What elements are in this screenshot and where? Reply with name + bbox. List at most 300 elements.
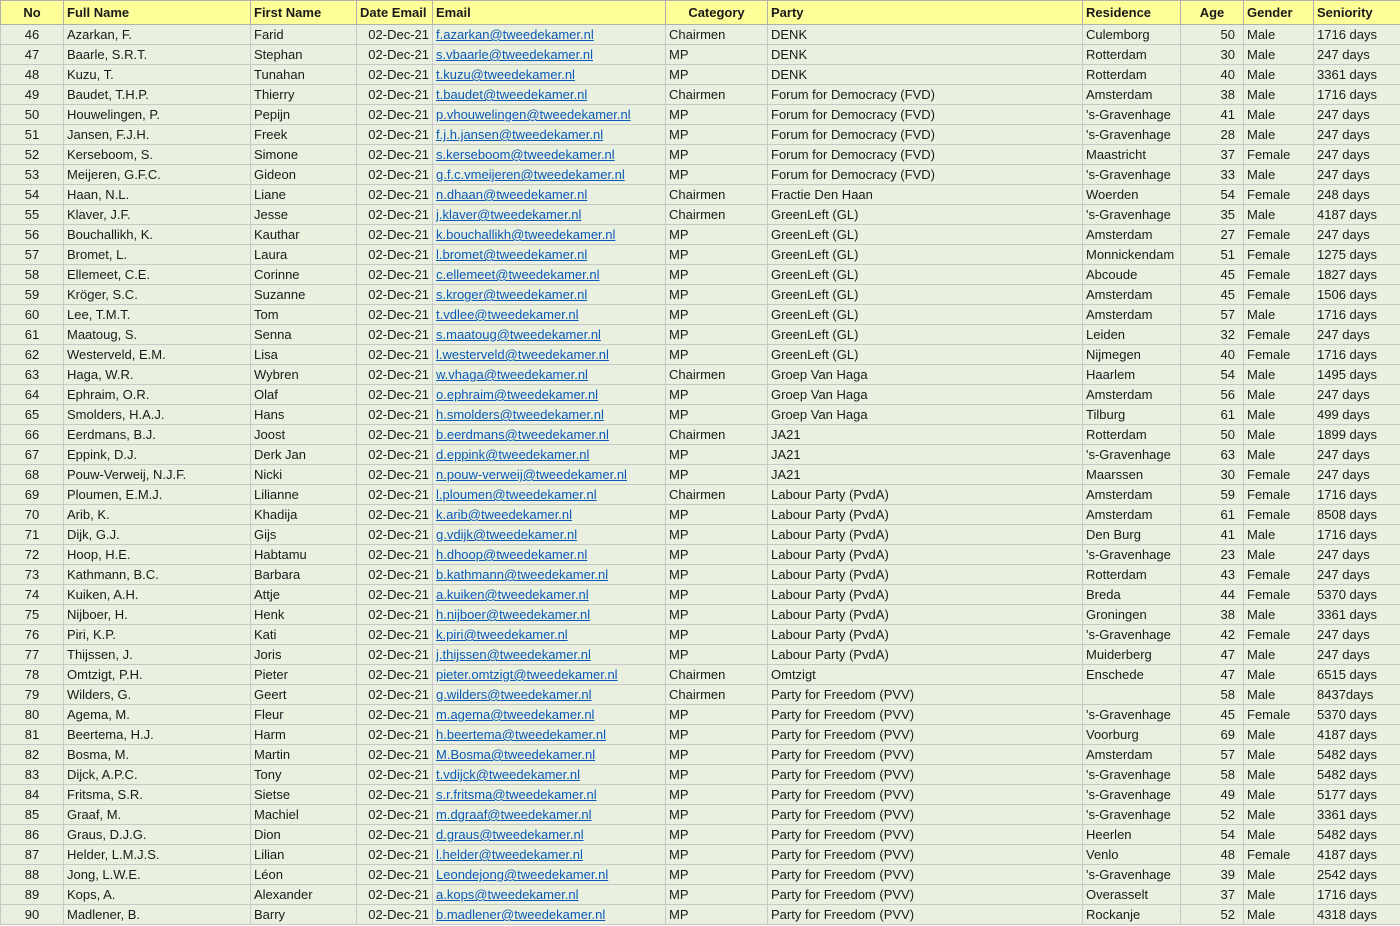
cell-residence[interactable]: Amsterdam bbox=[1083, 745, 1181, 765]
cell-age[interactable]: 56 bbox=[1181, 385, 1244, 405]
cell-date-email[interactable]: 02-Dec-21 bbox=[357, 325, 433, 345]
cell-gender[interactable]: Female bbox=[1244, 265, 1314, 285]
cell-seniority[interactable]: 5482 days bbox=[1314, 745, 1400, 765]
cell-gender[interactable]: Male bbox=[1244, 85, 1314, 105]
cell-category[interactable]: MP bbox=[666, 325, 768, 345]
cell-email[interactable] bbox=[433, 325, 666, 345]
cell-date-email[interactable]: 02-Dec-21 bbox=[357, 205, 433, 225]
cell-gender[interactable]: Male bbox=[1244, 45, 1314, 65]
cell-date-email[interactable]: 02-Dec-21 bbox=[357, 725, 433, 745]
cell-party[interactable]: Party for Freedom (PVV) bbox=[768, 885, 1083, 905]
cell-residence[interactable]: Overasselt bbox=[1083, 885, 1181, 905]
cell-seniority[interactable]: 247 days bbox=[1314, 445, 1400, 465]
cell-date-email[interactable]: 02-Dec-21 bbox=[357, 65, 433, 85]
email-link[interactable]: d.graus@tweedekamer.nl bbox=[436, 827, 584, 842]
cell-residence[interactable]: Rockanje bbox=[1083, 905, 1181, 925]
cell-seniority[interactable]: 8437days bbox=[1314, 685, 1400, 705]
cell-no[interactable]: 76 bbox=[1, 625, 64, 645]
email-link[interactable]: b.madlener@tweedekamer.nl bbox=[436, 907, 606, 922]
cell-date-email[interactable]: 02-Dec-21 bbox=[357, 25, 433, 45]
cell-residence[interactable]: 's-Gravenhage bbox=[1083, 205, 1181, 225]
email-link[interactable]: l.helder@tweedekamer.nl bbox=[436, 847, 583, 862]
cell-email[interactable] bbox=[433, 125, 666, 145]
column-header-no[interactable]: No bbox=[1, 1, 64, 25]
cell-full-name[interactable]: Hoop, H.E. bbox=[64, 545, 251, 565]
cell-category[interactable]: MP bbox=[666, 805, 768, 825]
cell-email[interactable] bbox=[433, 225, 666, 245]
cell-category[interactable]: MP bbox=[666, 125, 768, 145]
email-link[interactable]: n.dhaan@tweedekamer.nl bbox=[436, 187, 588, 202]
cell-gender[interactable]: Male bbox=[1244, 905, 1314, 925]
email-link[interactable]: p.vhouwelingen@tweedekamer.nl bbox=[436, 107, 631, 122]
cell-category[interactable]: Chairmen bbox=[666, 485, 768, 505]
cell-category[interactable]: Chairmen bbox=[666, 685, 768, 705]
cell-full-name[interactable]: Haan, N.L. bbox=[64, 185, 251, 205]
column-header-residence[interactable]: Residence bbox=[1083, 1, 1181, 25]
cell-category[interactable]: MP bbox=[666, 585, 768, 605]
cell-date-email[interactable]: 02-Dec-21 bbox=[357, 665, 433, 685]
cell-category[interactable]: MP bbox=[666, 605, 768, 625]
cell-residence[interactable]: Enschede bbox=[1083, 665, 1181, 685]
cell-date-email[interactable]: 02-Dec-21 bbox=[357, 265, 433, 285]
cell-first-name[interactable]: Barry bbox=[251, 905, 357, 925]
cell-seniority[interactable]: 1506 days bbox=[1314, 285, 1400, 305]
cell-first-name[interactable]: Lilian bbox=[251, 845, 357, 865]
cell-no[interactable]: 48 bbox=[1, 65, 64, 85]
cell-first-name[interactable]: Attje bbox=[251, 585, 357, 605]
cell-full-name[interactable]: Agema, M. bbox=[64, 705, 251, 725]
cell-date-email[interactable]: 02-Dec-21 bbox=[357, 445, 433, 465]
cell-first-name[interactable]: Harm bbox=[251, 725, 357, 745]
cell-first-name[interactable]: Corinne bbox=[251, 265, 357, 285]
cell-first-name[interactable]: Wybren bbox=[251, 365, 357, 385]
cell-residence[interactable]: 's-Gravenhage bbox=[1083, 445, 1181, 465]
cell-gender[interactable]: Female bbox=[1244, 465, 1314, 485]
cell-gender[interactable]: Male bbox=[1244, 665, 1314, 685]
cell-full-name[interactable]: Jong, L.W.E. bbox=[64, 865, 251, 885]
cell-full-name[interactable]: Dijk, G.J. bbox=[64, 525, 251, 545]
cell-category[interactable]: MP bbox=[666, 705, 768, 725]
cell-residence[interactable]: Groningen bbox=[1083, 605, 1181, 625]
cell-age[interactable]: 63 bbox=[1181, 445, 1244, 465]
cell-residence[interactable]: Venlo bbox=[1083, 845, 1181, 865]
cell-age[interactable]: 54 bbox=[1181, 365, 1244, 385]
cell-gender[interactable]: Female bbox=[1244, 705, 1314, 725]
cell-no[interactable]: 49 bbox=[1, 85, 64, 105]
cell-age[interactable]: 61 bbox=[1181, 405, 1244, 425]
cell-gender[interactable]: Female bbox=[1244, 185, 1314, 205]
email-link[interactable]: s.r.fritsma@tweedekamer.nl bbox=[436, 787, 597, 802]
cell-first-name[interactable]: Gideon bbox=[251, 165, 357, 185]
cell-email[interactable] bbox=[433, 805, 666, 825]
cell-age[interactable]: 33 bbox=[1181, 165, 1244, 185]
cell-email[interactable] bbox=[433, 445, 666, 465]
cell-residence[interactable]: 's-Gravenhage bbox=[1083, 545, 1181, 565]
cell-no[interactable]: 54 bbox=[1, 185, 64, 205]
cell-date-email[interactable]: 02-Dec-21 bbox=[357, 525, 433, 545]
cell-seniority[interactable]: 247 days bbox=[1314, 125, 1400, 145]
cell-email[interactable] bbox=[433, 245, 666, 265]
cell-email[interactable] bbox=[433, 465, 666, 485]
column-header-age[interactable]: Age bbox=[1181, 1, 1244, 25]
email-link[interactable]: k.bouchallikh@tweedekamer.nl bbox=[436, 227, 616, 242]
cell-category[interactable]: MP bbox=[666, 625, 768, 645]
cell-email[interactable] bbox=[433, 365, 666, 385]
column-header-email[interactable]: Email bbox=[433, 1, 666, 25]
cell-first-name[interactable]: Farid bbox=[251, 25, 357, 45]
cell-age[interactable]: 52 bbox=[1181, 805, 1244, 825]
cell-no[interactable]: 52 bbox=[1, 145, 64, 165]
cell-no[interactable]: 56 bbox=[1, 225, 64, 245]
cell-full-name[interactable]: Kathmann, B.C. bbox=[64, 565, 251, 585]
email-link[interactable]: s.kerseboom@tweedekamer.nl bbox=[436, 147, 615, 162]
cell-age[interactable]: 41 bbox=[1181, 525, 1244, 545]
cell-date-email[interactable]: 02-Dec-21 bbox=[357, 585, 433, 605]
email-link[interactable]: f.azarkan@tweedekamer.nl bbox=[436, 27, 594, 42]
cell-residence[interactable]: Rotterdam bbox=[1083, 565, 1181, 585]
cell-residence[interactable]: Muiderberg bbox=[1083, 645, 1181, 665]
cell-email[interactable] bbox=[433, 405, 666, 425]
cell-email[interactable] bbox=[433, 425, 666, 445]
cell-age[interactable]: 45 bbox=[1181, 705, 1244, 725]
cell-residence[interactable]: Nijmegen bbox=[1083, 345, 1181, 365]
cell-seniority[interactable]: 2542 days bbox=[1314, 865, 1400, 885]
cell-party[interactable]: Party for Freedom (PVV) bbox=[768, 705, 1083, 725]
cell-residence[interactable]: Rotterdam bbox=[1083, 425, 1181, 445]
cell-full-name[interactable]: Kuiken, A.H. bbox=[64, 585, 251, 605]
cell-seniority[interactable]: 247 days bbox=[1314, 625, 1400, 645]
cell-first-name[interactable]: Pieter bbox=[251, 665, 357, 685]
cell-category[interactable]: MP bbox=[666, 225, 768, 245]
cell-first-name[interactable]: Martin bbox=[251, 745, 357, 765]
cell-full-name[interactable]: Maatoug, S. bbox=[64, 325, 251, 345]
cell-full-name[interactable]: Graus, D.J.G. bbox=[64, 825, 251, 845]
cell-full-name[interactable]: Eppink, D.J. bbox=[64, 445, 251, 465]
cell-first-name[interactable]: Fleur bbox=[251, 705, 357, 725]
cell-email[interactable] bbox=[433, 145, 666, 165]
cell-gender[interactable]: Male bbox=[1244, 765, 1314, 785]
cell-no[interactable]: 78 bbox=[1, 665, 64, 685]
cell-no[interactable]: 50 bbox=[1, 105, 64, 125]
cell-full-name[interactable]: Kerseboom, S. bbox=[64, 145, 251, 165]
cell-seniority[interactable]: 1827 days bbox=[1314, 265, 1400, 285]
cell-age[interactable]: 45 bbox=[1181, 265, 1244, 285]
cell-email[interactable] bbox=[433, 745, 666, 765]
cell-email[interactable] bbox=[433, 765, 666, 785]
cell-seniority[interactable]: 3361 days bbox=[1314, 65, 1400, 85]
cell-no[interactable]: 63 bbox=[1, 365, 64, 385]
cell-category[interactable]: MP bbox=[666, 265, 768, 285]
cell-full-name[interactable]: Lee, T.M.T. bbox=[64, 305, 251, 325]
cell-category[interactable]: MP bbox=[666, 145, 768, 165]
cell-gender[interactable]: Male bbox=[1244, 825, 1314, 845]
cell-gender[interactable]: Male bbox=[1244, 645, 1314, 665]
cell-first-name[interactable]: Hans bbox=[251, 405, 357, 425]
cell-first-name[interactable]: Léon bbox=[251, 865, 357, 885]
email-link[interactable]: s.vbaarle@tweedekamer.nl bbox=[436, 47, 593, 62]
cell-full-name[interactable]: Helder, L.M.J.S. bbox=[64, 845, 251, 865]
cell-full-name[interactable]: Baudet, T.H.P. bbox=[64, 85, 251, 105]
cell-category[interactable]: MP bbox=[666, 865, 768, 885]
cell-no[interactable]: 59 bbox=[1, 285, 64, 305]
cell-residence[interactable] bbox=[1083, 685, 1181, 705]
cell-gender[interactable]: Male bbox=[1244, 605, 1314, 625]
cell-age[interactable]: 41 bbox=[1181, 105, 1244, 125]
cell-party[interactable]: Labour Party (PvdA) bbox=[768, 505, 1083, 525]
cell-no[interactable]: 47 bbox=[1, 45, 64, 65]
cell-email[interactable] bbox=[433, 905, 666, 925]
cell-email[interactable] bbox=[433, 25, 666, 45]
cell-residence[interactable]: Breda bbox=[1083, 585, 1181, 605]
cell-date-email[interactable]: 02-Dec-21 bbox=[357, 625, 433, 645]
cell-party[interactable]: Party for Freedom (PVV) bbox=[768, 725, 1083, 745]
cell-no[interactable]: 66 bbox=[1, 425, 64, 445]
cell-seniority[interactable]: 499 days bbox=[1314, 405, 1400, 425]
cell-full-name[interactable]: Baarle, S.R.T. bbox=[64, 45, 251, 65]
column-header-full-name[interactable]: Full Name bbox=[64, 1, 251, 25]
email-link[interactable]: h.beertema@tweedekamer.nl bbox=[436, 727, 607, 742]
cell-date-email[interactable]: 02-Dec-21 bbox=[357, 685, 433, 705]
cell-gender[interactable]: Male bbox=[1244, 685, 1314, 705]
cell-seniority[interactable]: 3361 days bbox=[1314, 805, 1400, 825]
cell-gender[interactable]: Female bbox=[1244, 585, 1314, 605]
cell-age[interactable]: 57 bbox=[1181, 305, 1244, 325]
cell-party[interactable]: Labour Party (PvdA) bbox=[768, 525, 1083, 545]
cell-email[interactable] bbox=[433, 185, 666, 205]
cell-party[interactable]: Party for Freedom (PVV) bbox=[768, 765, 1083, 785]
cell-first-name[interactable]: Tom bbox=[251, 305, 357, 325]
cell-date-email[interactable]: 02-Dec-21 bbox=[357, 485, 433, 505]
cell-first-name[interactable]: Gijs bbox=[251, 525, 357, 545]
cell-residence[interactable]: Amsterdam bbox=[1083, 305, 1181, 325]
email-link[interactable]: m.agema@tweedekamer.nl bbox=[436, 707, 595, 722]
cell-email[interactable] bbox=[433, 205, 666, 225]
cell-residence[interactable]: 's-Gravenhage bbox=[1083, 105, 1181, 125]
cell-full-name[interactable]: Westerveld, E.M. bbox=[64, 345, 251, 365]
cell-first-name[interactable]: Olaf bbox=[251, 385, 357, 405]
cell-full-name[interactable]: Azarkan, F. bbox=[64, 25, 251, 45]
cell-full-name[interactable]: Kröger, S.C. bbox=[64, 285, 251, 305]
cell-date-email[interactable]: 02-Dec-21 bbox=[357, 465, 433, 485]
cell-residence[interactable]: Den Burg bbox=[1083, 525, 1181, 545]
cell-gender[interactable]: Male bbox=[1244, 125, 1314, 145]
cell-age[interactable]: 61 bbox=[1181, 505, 1244, 525]
cell-party[interactable]: GreenLeft (GL) bbox=[768, 345, 1083, 365]
cell-full-name[interactable]: Kuzu, T. bbox=[64, 65, 251, 85]
cell-party[interactable]: JA21 bbox=[768, 445, 1083, 465]
cell-seniority[interactable]: 247 days bbox=[1314, 645, 1400, 665]
cell-seniority[interactable]: 4187 days bbox=[1314, 205, 1400, 225]
cell-category[interactable]: Chairmen bbox=[666, 185, 768, 205]
cell-no[interactable]: 51 bbox=[1, 125, 64, 145]
cell-full-name[interactable]: Ellemeet, C.E. bbox=[64, 265, 251, 285]
cell-party[interactable]: DENK bbox=[768, 65, 1083, 85]
cell-no[interactable]: 67 bbox=[1, 445, 64, 465]
cell-residence[interactable]: Tilburg bbox=[1083, 405, 1181, 425]
cell-category[interactable]: MP bbox=[666, 105, 768, 125]
cell-email[interactable] bbox=[433, 45, 666, 65]
cell-gender[interactable]: Female bbox=[1244, 145, 1314, 165]
email-link[interactable]: o.ephraim@tweedekamer.nl bbox=[436, 387, 599, 402]
email-link[interactable]: s.kroger@tweedekamer.nl bbox=[436, 287, 588, 302]
cell-category[interactable]: MP bbox=[666, 345, 768, 365]
cell-gender[interactable]: Male bbox=[1244, 25, 1314, 45]
cell-party[interactable]: Labour Party (PvdA) bbox=[768, 605, 1083, 625]
cell-full-name[interactable]: Klaver, J.F. bbox=[64, 205, 251, 225]
email-link[interactable]: l.westerveld@tweedekamer.nl bbox=[436, 347, 609, 362]
cell-age[interactable]: 37 bbox=[1181, 145, 1244, 165]
cell-residence[interactable]: Amsterdam bbox=[1083, 85, 1181, 105]
cell-email[interactable] bbox=[433, 565, 666, 585]
cell-party[interactable]: Fractie Den Haan bbox=[768, 185, 1083, 205]
cell-seniority[interactable]: 247 days bbox=[1314, 565, 1400, 585]
column-header-party[interactable]: Party bbox=[768, 1, 1083, 25]
cell-category[interactable]: MP bbox=[666, 245, 768, 265]
email-link[interactable]: h.nijboer@tweedekamer.nl bbox=[436, 607, 591, 622]
cell-date-email[interactable]: 02-Dec-21 bbox=[357, 365, 433, 385]
cell-full-name[interactable]: Bosma, M. bbox=[64, 745, 251, 765]
cell-party[interactable]: GreenLeft (GL) bbox=[768, 325, 1083, 345]
cell-email[interactable] bbox=[433, 825, 666, 845]
cell-email[interactable] bbox=[433, 785, 666, 805]
cell-date-email[interactable]: 02-Dec-21 bbox=[357, 805, 433, 825]
email-link[interactable]: j.klaver@tweedekamer.nl bbox=[436, 207, 582, 222]
cell-email[interactable] bbox=[433, 685, 666, 705]
cell-email[interactable] bbox=[433, 285, 666, 305]
cell-residence[interactable]: Amsterdam bbox=[1083, 385, 1181, 405]
cell-seniority[interactable]: 1716 days bbox=[1314, 345, 1400, 365]
cell-party[interactable]: Labour Party (PvdA) bbox=[768, 645, 1083, 665]
cell-email[interactable] bbox=[433, 605, 666, 625]
cell-category[interactable]: MP bbox=[666, 745, 768, 765]
cell-first-name[interactable]: Simone bbox=[251, 145, 357, 165]
cell-party[interactable]: GreenLeft (GL) bbox=[768, 285, 1083, 305]
cell-gender[interactable]: Female bbox=[1244, 345, 1314, 365]
cell-no[interactable]: 84 bbox=[1, 785, 64, 805]
cell-email[interactable] bbox=[433, 485, 666, 505]
cell-full-name[interactable]: Kops, A. bbox=[64, 885, 251, 905]
cell-no[interactable]: 60 bbox=[1, 305, 64, 325]
cell-category[interactable]: MP bbox=[666, 785, 768, 805]
cell-residence[interactable]: Amsterdam bbox=[1083, 225, 1181, 245]
cell-gender[interactable]: Male bbox=[1244, 165, 1314, 185]
cell-email[interactable] bbox=[433, 665, 666, 685]
email-link[interactable]: s.maatoug@tweedekamer.nl bbox=[436, 327, 601, 342]
cell-gender[interactable]: Male bbox=[1244, 65, 1314, 85]
cell-date-email[interactable]: 02-Dec-21 bbox=[357, 285, 433, 305]
cell-seniority[interactable]: 1716 days bbox=[1314, 485, 1400, 505]
cell-gender[interactable]: Male bbox=[1244, 385, 1314, 405]
cell-full-name[interactable]: Graaf, M. bbox=[64, 805, 251, 825]
cell-date-email[interactable]: 02-Dec-21 bbox=[357, 605, 433, 625]
cell-category[interactable]: MP bbox=[666, 505, 768, 525]
cell-category[interactable]: Chairmen bbox=[666, 665, 768, 685]
cell-age[interactable]: 35 bbox=[1181, 205, 1244, 225]
cell-age[interactable]: 27 bbox=[1181, 225, 1244, 245]
email-link[interactable]: a.kuiken@tweedekamer.nl bbox=[436, 587, 589, 602]
cell-first-name[interactable]: Dion bbox=[251, 825, 357, 845]
cell-date-email[interactable]: 02-Dec-21 bbox=[357, 425, 433, 445]
cell-gender[interactable]: Male bbox=[1244, 525, 1314, 545]
column-header-first-name[interactable]: First Name bbox=[251, 1, 357, 25]
cell-full-name[interactable]: Ploumen, E.M.J. bbox=[64, 485, 251, 505]
cell-gender[interactable]: Male bbox=[1244, 865, 1314, 885]
cell-gender[interactable]: Male bbox=[1244, 545, 1314, 565]
cell-party[interactable]: Groep Van Haga bbox=[768, 405, 1083, 425]
cell-first-name[interactable]: Kauthar bbox=[251, 225, 357, 245]
cell-first-name[interactable]: Thierry bbox=[251, 85, 357, 105]
cell-first-name[interactable]: Kati bbox=[251, 625, 357, 645]
cell-email[interactable] bbox=[433, 265, 666, 285]
cell-date-email[interactable]: 02-Dec-21 bbox=[357, 225, 433, 245]
cell-age[interactable]: 47 bbox=[1181, 645, 1244, 665]
cell-residence[interactable]: 's-Gravenhage bbox=[1083, 165, 1181, 185]
cell-party[interactable]: Omtzigt bbox=[768, 665, 1083, 685]
cell-category[interactable]: MP bbox=[666, 445, 768, 465]
cell-no[interactable]: 70 bbox=[1, 505, 64, 525]
cell-residence[interactable]: Amsterdam bbox=[1083, 505, 1181, 525]
cell-date-email[interactable]: 02-Dec-21 bbox=[357, 145, 433, 165]
cell-party[interactable]: GreenLeft (GL) bbox=[768, 265, 1083, 285]
cell-party[interactable]: Labour Party (PvdA) bbox=[768, 565, 1083, 585]
cell-gender[interactable]: Male bbox=[1244, 205, 1314, 225]
cell-full-name[interactable]: Pouw-Verweij, N.J.F. bbox=[64, 465, 251, 485]
cell-age[interactable]: 37 bbox=[1181, 885, 1244, 905]
cell-email[interactable] bbox=[433, 845, 666, 865]
cell-gender[interactable]: Female bbox=[1244, 625, 1314, 645]
cell-party[interactable]: Party for Freedom (PVV) bbox=[768, 745, 1083, 765]
cell-no[interactable]: 79 bbox=[1, 685, 64, 705]
cell-gender[interactable]: Male bbox=[1244, 745, 1314, 765]
cell-first-name[interactable]: Alexander bbox=[251, 885, 357, 905]
cell-full-name[interactable]: Thijssen, J. bbox=[64, 645, 251, 665]
cell-residence[interactable]: 's-Gravenhage bbox=[1083, 865, 1181, 885]
cell-date-email[interactable]: 02-Dec-21 bbox=[357, 165, 433, 185]
cell-age[interactable]: 47 bbox=[1181, 665, 1244, 685]
cell-age[interactable]: 40 bbox=[1181, 65, 1244, 85]
cell-seniority[interactable]: 247 days bbox=[1314, 385, 1400, 405]
cell-category[interactable]: Chairmen bbox=[666, 205, 768, 225]
cell-email[interactable] bbox=[433, 65, 666, 85]
cell-full-name[interactable]: Nijboer, H. bbox=[64, 605, 251, 625]
cell-no[interactable]: 53 bbox=[1, 165, 64, 185]
cell-no[interactable]: 81 bbox=[1, 725, 64, 745]
cell-first-name[interactable]: Tunahan bbox=[251, 65, 357, 85]
cell-first-name[interactable]: Jesse bbox=[251, 205, 357, 225]
cell-date-email[interactable]: 02-Dec-21 bbox=[357, 785, 433, 805]
cell-party[interactable]: Forum for Democracy (FVD) bbox=[768, 145, 1083, 165]
cell-age[interactable]: 40 bbox=[1181, 345, 1244, 365]
email-link[interactable]: b.kathmann@tweedekamer.nl bbox=[436, 567, 609, 582]
cell-full-name[interactable]: Eerdmans, B.J. bbox=[64, 425, 251, 445]
email-link[interactable]: w.vhaga@tweedekamer.nl bbox=[436, 367, 588, 382]
cell-residence[interactable]: Woerden bbox=[1083, 185, 1181, 205]
cell-no[interactable]: 46 bbox=[1, 25, 64, 45]
cell-gender[interactable]: Female bbox=[1244, 565, 1314, 585]
cell-seniority[interactable]: 8508 days bbox=[1314, 505, 1400, 525]
email-link[interactable]: g.vdijk@tweedekamer.nl bbox=[436, 527, 578, 542]
cell-full-name[interactable]: Dijck, A.P.C. bbox=[64, 765, 251, 785]
cell-full-name[interactable]: Omtzigt, P.H. bbox=[64, 665, 251, 685]
cell-first-name[interactable]: Machiel bbox=[251, 805, 357, 825]
cell-category[interactable]: MP bbox=[666, 285, 768, 305]
cell-party[interactable]: Party for Freedom (PVV) bbox=[768, 805, 1083, 825]
cell-first-name[interactable]: Barbara bbox=[251, 565, 357, 585]
cell-residence[interactable]: Monnickendam bbox=[1083, 245, 1181, 265]
cell-email[interactable] bbox=[433, 645, 666, 665]
cell-full-name[interactable]: Bromet, L. bbox=[64, 245, 251, 265]
cell-seniority[interactable]: 247 days bbox=[1314, 145, 1400, 165]
